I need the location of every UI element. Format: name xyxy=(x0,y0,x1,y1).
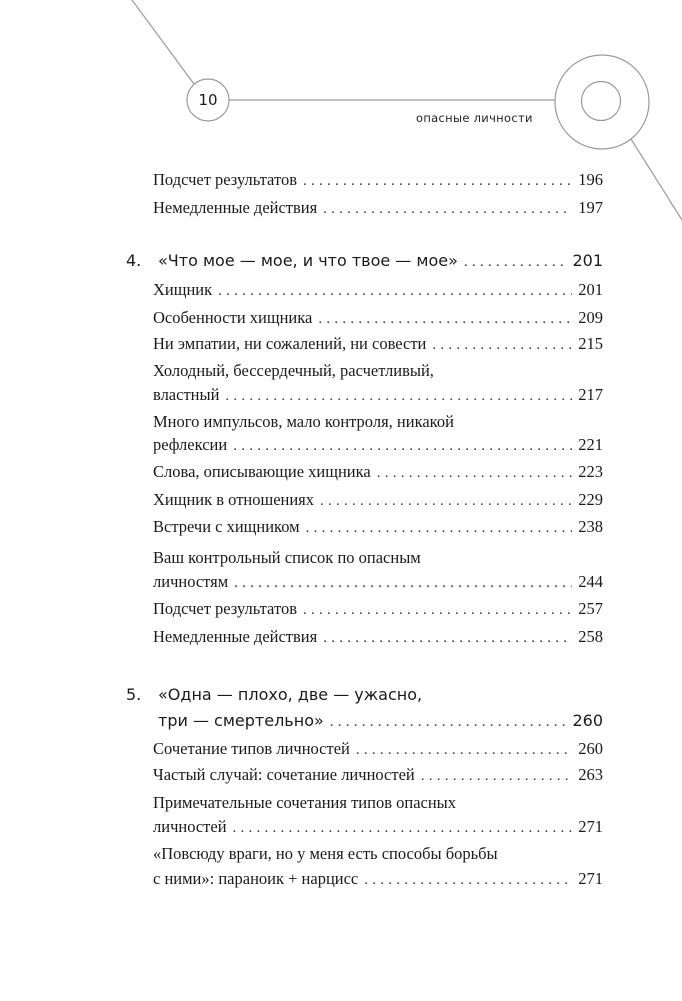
chapter-number: 4. xyxy=(126,251,142,270)
chapter-number: 5. xyxy=(126,685,142,704)
toc-entry-page: 271 xyxy=(578,869,603,888)
toc-entry-page: 271 xyxy=(578,817,603,836)
dot-leader xyxy=(377,465,573,482)
toc-entry[interactable] xyxy=(153,170,603,190)
dot-leader xyxy=(464,254,567,271)
toc-entry-title: Сочетание типов личностей xyxy=(153,739,350,758)
toc-entry-title: с ними»: параноик + нарцисс xyxy=(153,869,359,888)
diagonal-line-right xyxy=(631,139,682,220)
toc-entry-page: 221 xyxy=(578,435,603,454)
toc-entry-page: 197 xyxy=(578,198,603,217)
toc-entry-page: 244 xyxy=(578,572,603,591)
toc-entry-title: Хищник в отношениях xyxy=(153,490,315,509)
toc-chapter-5[interactable] xyxy=(126,711,603,731)
toc-entry-page: 263 xyxy=(578,765,603,784)
toc-entry-title-line1: Ваш контрольный список по опасным xyxy=(153,548,421,567)
toc-entry[interactable] xyxy=(153,517,603,537)
toc-entry-page: 223 xyxy=(578,462,603,481)
dot-leader xyxy=(234,575,572,592)
toc-entry-title: Встречи с хищником xyxy=(153,517,300,536)
inner-ring-icon xyxy=(582,82,621,121)
toc-entry[interactable] xyxy=(153,280,603,300)
dot-leader xyxy=(364,872,572,889)
toc-chapter-4[interactable] xyxy=(126,251,603,271)
running-head: опасные личности xyxy=(416,111,533,125)
toc-entry[interactable] xyxy=(153,385,603,405)
dot-leader xyxy=(306,520,573,537)
dot-leader xyxy=(233,438,572,455)
dot-leader xyxy=(432,337,572,354)
toc-entry-title: Ни эмпатии, ни сожалений, ни совести xyxy=(153,334,427,353)
chapter-title: «Что мое — мое, и что твое — мое» xyxy=(158,251,458,270)
toc-entry-title: Подсчет результатов xyxy=(153,599,297,618)
toc-entry-page: 209 xyxy=(578,308,603,327)
toc-entry[interactable] xyxy=(153,435,603,455)
dot-leader xyxy=(233,820,573,837)
toc-entry-page: 257 xyxy=(578,599,603,618)
toc-entry[interactable] xyxy=(153,765,603,785)
dot-leader xyxy=(303,602,572,619)
dot-leader xyxy=(323,201,572,218)
toc-entry-title: Немедленные действия xyxy=(153,198,318,217)
dot-leader xyxy=(320,493,572,510)
dot-leader xyxy=(303,173,572,190)
diagonal-line-left xyxy=(132,0,194,84)
dot-leader xyxy=(330,714,567,731)
toc-entry[interactable] xyxy=(153,308,603,328)
toc-entry-page: 215 xyxy=(578,334,603,353)
toc-entry-title: Немедленные действия xyxy=(153,627,318,646)
toc-entry-title-line1: «Повсюду враги, но у меня есть способы борьбы xyxy=(153,844,498,863)
toc-entry-page: 229 xyxy=(578,490,603,509)
toc-entry[interactable] xyxy=(153,869,603,889)
toc-entry-page: 238 xyxy=(578,517,603,536)
toc-entry[interactable] xyxy=(153,599,603,619)
toc-entry-title: Хищник xyxy=(153,280,213,299)
page-number: 10 xyxy=(198,91,218,109)
toc-entry-title: Подсчет результатов xyxy=(153,170,297,189)
toc-entry[interactable] xyxy=(153,334,603,354)
toc-entry-title-line1: Холодный, бессердечный, расчетливый, xyxy=(153,361,434,380)
toc-entry[interactable] xyxy=(153,572,603,592)
toc-chapter-5-line1 xyxy=(126,685,422,704)
dot-leader xyxy=(323,630,572,647)
toc-entry-title-line1: Много импульсов, мало контроля, никакой xyxy=(153,412,454,431)
outer-ring-icon xyxy=(555,55,649,149)
dot-leader xyxy=(421,768,573,785)
toc-entry-title: Слова, описывающие хищника xyxy=(153,462,371,481)
dot-leader xyxy=(318,311,572,328)
toc-entry[interactable] xyxy=(153,627,603,647)
toc-entry-page: 196 xyxy=(578,170,603,189)
toc-entry-title: личностей xyxy=(153,817,227,836)
chapter-page: 201 xyxy=(572,251,603,270)
toc-entry-page: 260 xyxy=(578,739,603,758)
toc-entry[interactable] xyxy=(153,462,603,482)
toc-entry-title-line1: Примечательные сочетания типов опасных xyxy=(153,793,457,812)
toc-entry[interactable] xyxy=(153,739,603,759)
toc-entry[interactable] xyxy=(153,817,603,837)
toc-entry[interactable] xyxy=(153,198,603,218)
toc-entry-title: властный xyxy=(153,385,220,404)
dot-leader xyxy=(225,388,572,405)
toc-entry-page: 217 xyxy=(578,385,603,404)
toc-entry[interactable] xyxy=(153,490,603,510)
toc-entry-title: Особенности хищника xyxy=(153,308,313,327)
chapter-title-line1: «Одна — плохо, две — ужасно, xyxy=(158,685,423,704)
toc-entry-page: 201 xyxy=(578,280,603,299)
toc-entry-title: рефлексии xyxy=(153,435,228,454)
toc-entry-title: Частый случай: сочетание личностей xyxy=(153,765,415,784)
chapter-page: 260 xyxy=(572,711,603,730)
toc-entry-title: личностям xyxy=(153,572,229,591)
dot-leader xyxy=(356,742,572,759)
chapter-title: три — смертельно» xyxy=(158,711,324,730)
dot-leader xyxy=(218,283,572,300)
toc-entry-page: 258 xyxy=(578,627,603,646)
